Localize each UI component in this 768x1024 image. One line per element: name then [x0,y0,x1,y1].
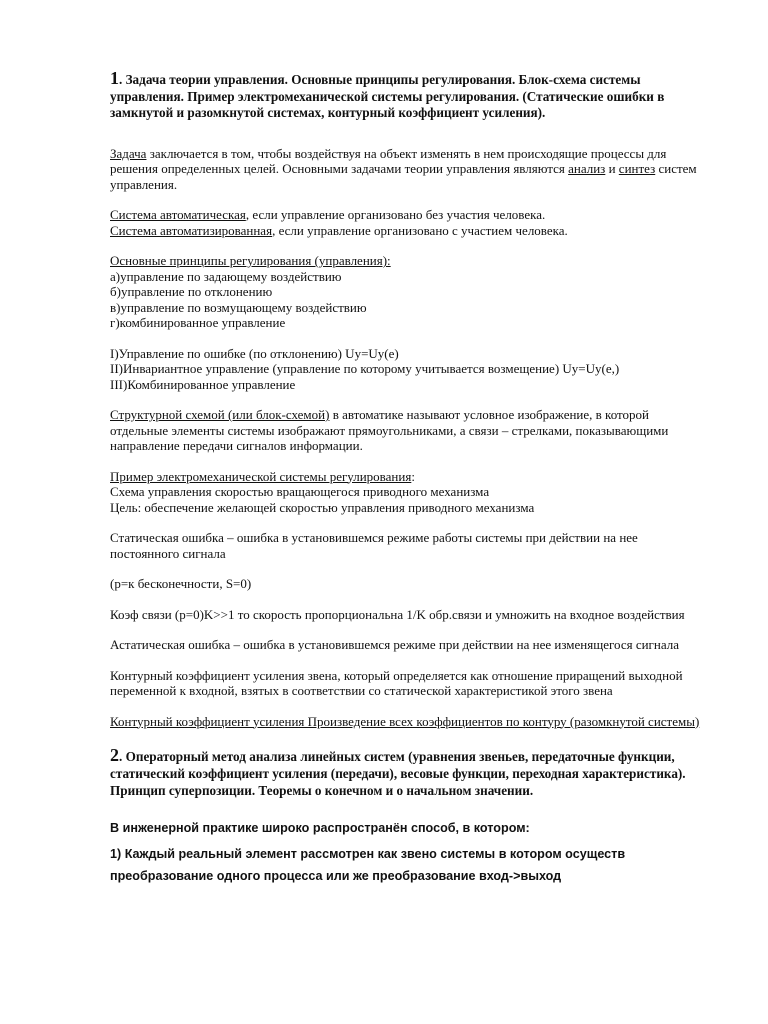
automated-system-line [110,223,710,239]
principle-item: б)управление по отклонению [110,284,273,299]
task-term: Задача [110,145,147,161]
example-line-1: Схема управления скоростью вращающегося приводного механизма [110,484,490,499]
control-type-item: II)Инвариантное управление (управление по которому учитывается возмещение) Uy=Uy(e,) [110,361,620,376]
block-scheme-text: в автоматике называют условное изображение, в которой отдельные элементы системы изображают прямоугольниками, а связи – стрелками, показывающими направление передачи сигналов информации. [110,407,669,453]
document-page [110,70,710,891]
principles-block [110,253,710,331]
section-2-title: . Операторный метод анализа линейных систем (уравнения звеньев, передаточные функции, статический коэффициент усиления (передачи), весовые функции, переходная характеристика). Принцип суперпозиции. Теоремы о конечном и о начальном значении. [110,749,686,798]
p-infinity-paragraph: (p=к бесконечности, S=0) [110,576,252,591]
control-types-block [110,346,710,393]
loop-gain-definition: Контурный коэффициент усиления звена, который определяется как отношение приращений выходной переменной к входной, взятых в соответствии со статической характеристикой этого звена [110,667,683,698]
section-1-number: 1 [110,68,119,88]
task-text-2: систем управления. [110,161,697,192]
synthesis-term: синтез [618,161,656,176]
analysis-term: анализ [568,161,606,176]
example-line-2: Цель: обеспечение желающей скоростью управления приводного механизма [110,499,535,515]
section-2-body [110,817,710,887]
block-scheme-term: Структурной схемой (или блок-схемой) [110,407,330,422]
section-2-intro: В инженерной практике широко распространён способ, в котором: [110,821,530,835]
task-text-1: заключается в том, чтобы воздействуя на объект изменять в нем происходящие процессы для решения определенных целей. Основными задачами теории управления являются [110,145,667,176]
principles-heading: Основные принципы регулирования (управления): [110,253,391,268]
coef-paragraph: Коэф связи (p=0)K>>1 то скорость пропорциональна 1/K обр.связи и умножить на входное воздействия [110,606,685,622]
section-2-heading [110,747,710,799]
task-paragraph [110,146,710,193]
loop-gain-product: Контурный коэффициент усиления Произведение всех коэффициентов по контуру (разомкнутой системы) [110,713,700,729]
principle-item: в)управление по возмущающему воздействию [110,299,367,315]
example-heading: Пример электромеханической системы регулирования [110,468,412,484]
example-block [110,469,710,516]
example-heading-line [110,469,710,485]
astatic-error-paragraph: Астатическая ошибка – ошибка в установившемся режиме при действии на нее изменящегося сигнала [110,637,679,652]
control-type-item: I)Управление по ошибке (по отклонению) Uy=Uy(e) [110,345,399,361]
static-error-paragraph: Статическая ошибка – ошибка в установившемся режиме работы системы при действии на нее постоянного сигнала [110,530,638,561]
automatic-system-text: , если управление организовано без участия человека. [245,207,546,222]
systems-paragraph [110,207,710,238]
automated-system-term: Система автоматизированная [110,222,273,238]
section-2-item-1: 1) Каждый реальный элемент рассмотрен как звено системы в котором осуществ преобразование одного процесса или же преобразование вход->выход [110,847,626,883]
automated-system-text: , если управление организовано с участием человека. [272,222,568,238]
section-1-heading [110,70,710,122]
control-type-item: III)Комбинированное управление [110,376,296,392]
block-scheme-paragraph [110,407,710,454]
section-1-title: . Задача теории управления. Основные принципы регулирования. Блок-схема системы управления. Пример электромеханической системы регулирования. (Статические ошибки в замкнутой и разомкнутой системах, контурный коэффициент усиления). [110,72,665,120]
example-colon: : [411,468,415,484]
automatic-system-line [110,207,710,223]
automatic-system-term: Система автоматическая [110,207,246,222]
principle-item: а)управление по задающему воздействию [110,268,342,284]
principle-item: г)комбинированное управление [110,315,286,330]
section-2-number: 2 [110,745,119,765]
and-word: и [605,161,619,176]
